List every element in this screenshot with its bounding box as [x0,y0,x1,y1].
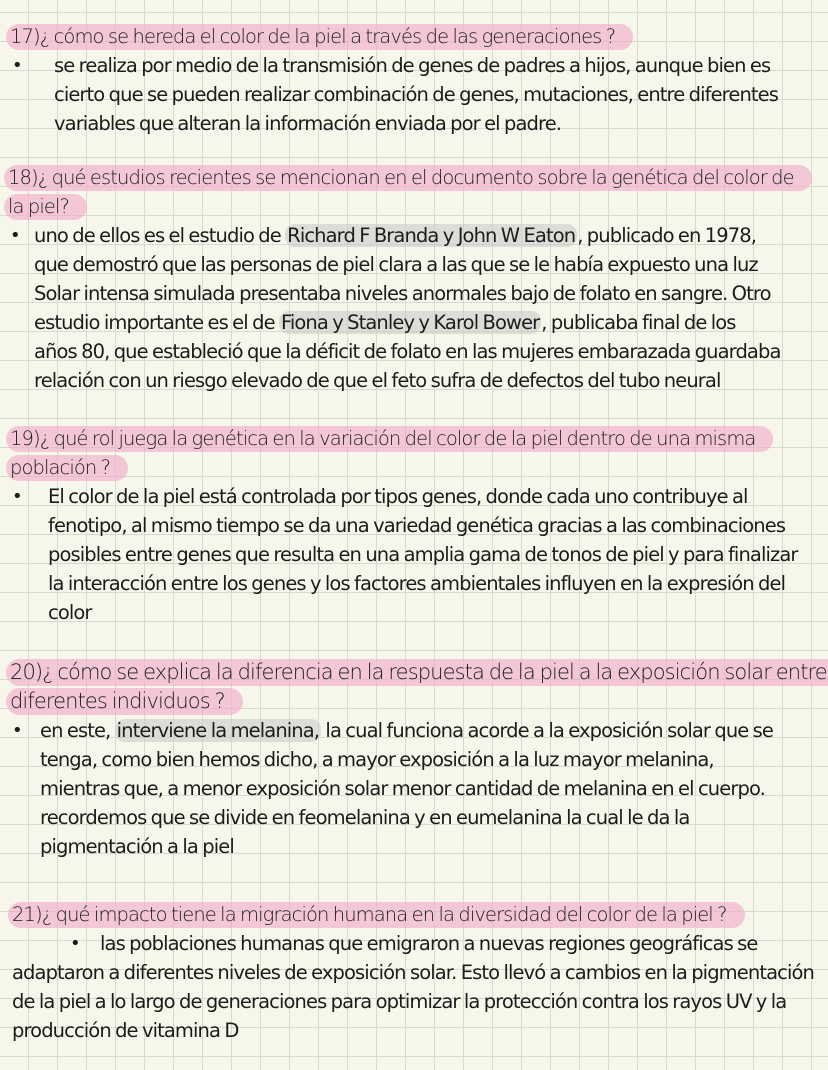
answer-line: fenotipo, al mismo tiempo se da una variedad genética gracias a las combinaciones [48,514,786,537]
question-text: ¿ qué rol juega la genética en la variación del color de la piel dentro de una misma [39,427,756,450]
question-text: ¿ qué estudios recientes se mencionan en el documento sobre la genética del color de [37,166,794,189]
answer-line: uno de ellos es el estudio de Richard F Branda y John W Eaton , publicado en 1978, [34,224,757,247]
answer-line: producción de vitamina D [12,1019,239,1042]
answer-line: variables que alteran la información enviada por el padre. [54,112,562,135]
answer-19 [48,482,798,627]
bullet-icon: • [12,486,23,507]
bullet-icon: • [12,55,23,76]
answer-line: recordemos que se divide en feomelanina y en eumelanina la cual le da la [40,806,690,829]
question-17 [6,22,633,51]
name-highlight: interviene la melanina, [116,719,320,742]
answer-line: tenga, como bien hemos dicho, a mayor exposición a la luz mayor melanina, [40,748,714,771]
answer-17 [54,51,778,138]
answer-18 [34,221,781,395]
answer-line: de la piel a lo largo de generaciones para optimizar la protección contra los rayos UV y la [12,990,787,1013]
answer-line: color [48,601,92,624]
question-highlight [6,688,243,715]
answer-line: que demostró que las personas de piel clara a las que se le había expuesto una luz [34,253,758,276]
question-number: 17) [10,25,40,48]
answer-21-line-1 [100,929,758,958]
question-number: 19) [10,427,40,450]
question-21 [8,900,745,929]
answer-line: se realiza por medio de la transmisión de genes de padres a hijos, aunque bien es [54,54,771,77]
question-number: 20) [10,660,43,684]
answer-line: estudio importante es el de Fiona y Stanley y Karol Bower , publicaba final de los [34,311,736,334]
question-text: ¿ qué impacto tiene la migración humana en la diversidad del color de la piel ? [41,903,727,926]
bullet-icon: • [70,933,81,954]
question-text: la piel? [8,195,69,218]
question-text: población ? [10,456,111,479]
question-highlight [8,902,745,928]
bullet-icon: • [10,225,21,246]
question-highlight [6,24,633,50]
answer-21 [12,958,814,1045]
question-highlight [6,426,773,452]
bullet-icon: • [12,720,23,741]
name-highlight: Fiona y Stanley y Karol Bower [280,311,540,334]
question-19 [6,424,773,482]
question-text: diferentes individuos ? [10,689,225,713]
question-highlight [4,165,812,191]
answer-line: en este, interviene la melanina, la cual funciona acorde a la exposición solar que se [40,719,774,742]
answer-line: adaptaron a diferentes niveles de exposición solar. Esto llevó a cambios en la pigmentación [12,961,814,984]
question-text: ¿ cómo se hereda el color de la piel a través de las generaciones ? [39,25,616,48]
answer-line: años 80, que estableció que la déficit de folato en las mujeres embarazada guardaba [34,340,781,363]
question-highlight [6,455,128,481]
answer-line: Solar intensa simulada presentaba niveles anormales bajo de folato en sangre. Otro [34,282,771,305]
answer-line: cierto que se pueden realizar combinación de genes, mutaciones, entre diferentes [54,83,779,106]
name-highlight: Richard F Branda y John W Eaton [287,224,576,247]
question-highlight [4,194,87,220]
answer-line: pigmentación a la piel [40,835,234,858]
question-number: 21) [12,903,42,926]
answer-line: relación con un riesgo elevado de que el feto sufra de defectos del tubo neural [34,369,721,392]
question-highlight [6,659,828,686]
question-text: ¿ cómo se explica la diferencia en la respuesta de la piel a la exposición solar entre [42,660,827,684]
answer-line: las poblaciones humanas que emigraron a nuevas regiones geográficas se [100,932,758,955]
answer-20 [40,716,773,861]
answer-line: mientras que, a menor exposición solar menor cantidad de melanina en el cuerpo. [40,777,765,800]
question-number: 18) [8,166,38,189]
answer-line: El color de la piel está controlada por tipos genes, donde cada uno contribuye al [48,485,748,508]
question-20 [6,658,828,716]
answer-line: la interacción entre los genes y los factores ambientales influyen en la expresión del [48,572,786,595]
question-18 [4,163,812,221]
answer-line: posibles entre genes que resulta en una amplia gama de tonos de piel y para finalizar [48,543,798,566]
